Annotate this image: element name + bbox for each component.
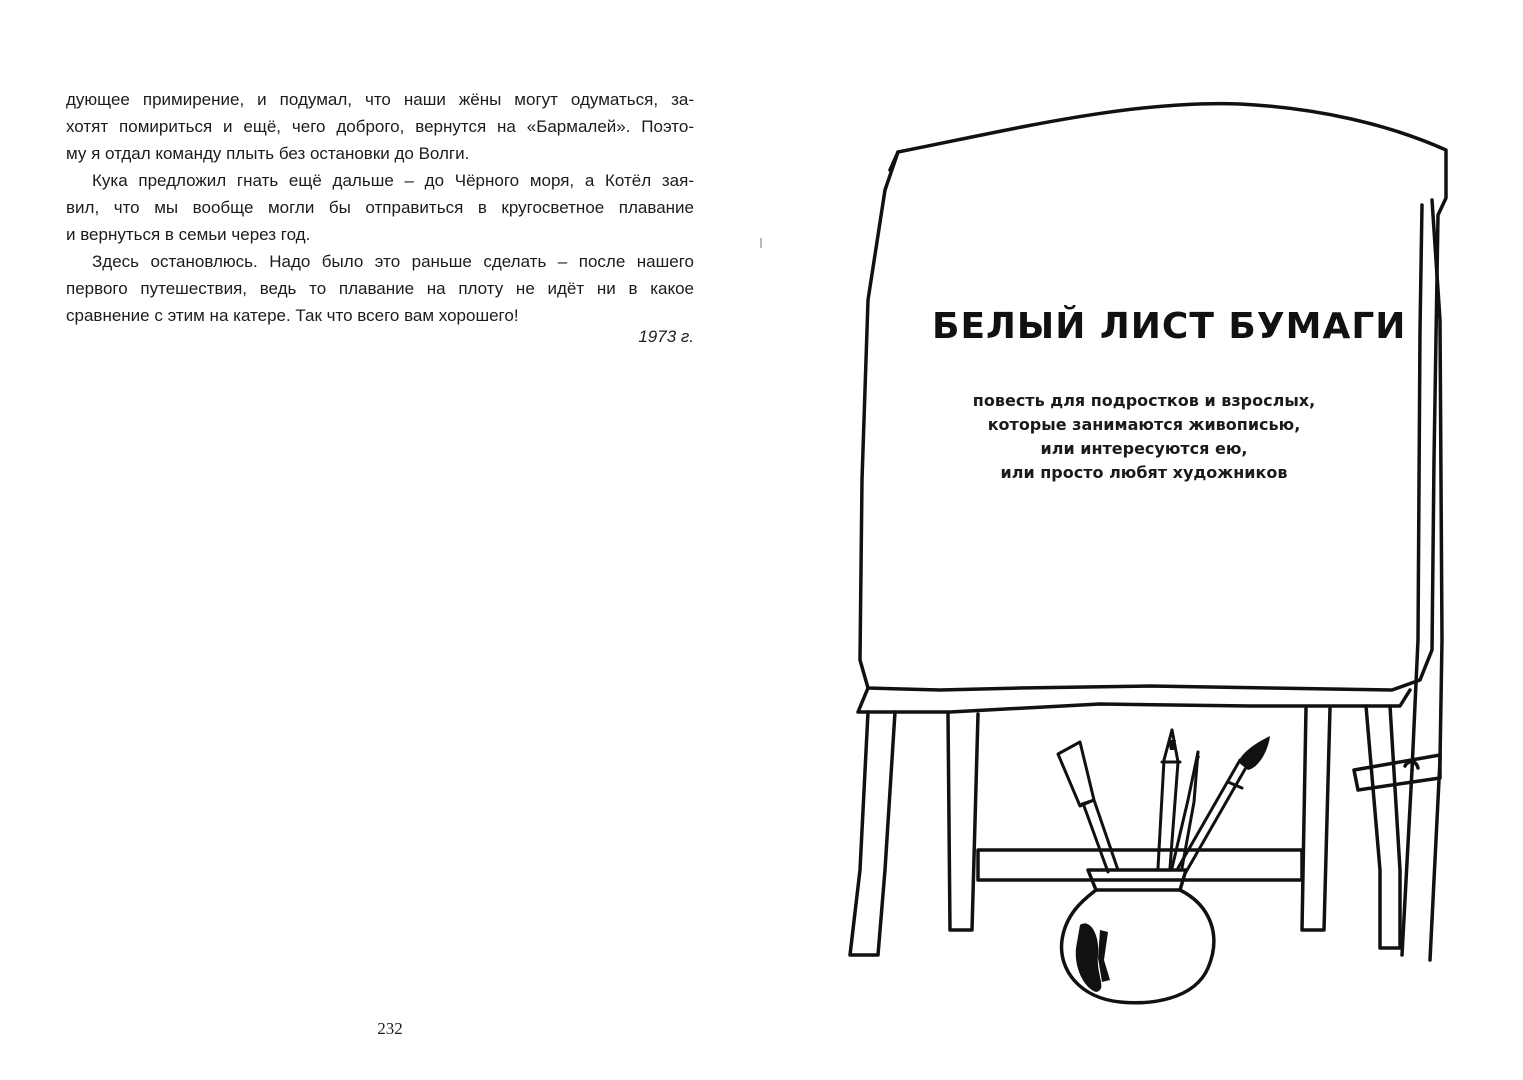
text-line: вил, что мы вообще могли бы отправиться в кругосветное плавание bbox=[66, 198, 694, 217]
subtitle-line: или просто любят художников bbox=[1000, 463, 1288, 482]
text-line: первого путешествия, ведь то плавание на плоту не идёт ни в какое bbox=[66, 279, 694, 298]
text-line: хотят помириться и ещё, чего доброго, вернутся на «Бармалей». Поэто- bbox=[66, 117, 694, 136]
page-number: 232 bbox=[377, 1019, 403, 1038]
book-subtitle bbox=[940, 389, 1348, 485]
subtitle-line: или интересуются ею, bbox=[1040, 439, 1248, 458]
text-line: Здесь остановлюсь. Надо было это раньше сделать – после нашего bbox=[92, 252, 694, 271]
text-line: Кука предложил гнать ещё дальше – до Чёрного моря, а Котёл зая- bbox=[92, 171, 694, 190]
subtitle-line: повесть для подростков и взрослых, bbox=[972, 391, 1316, 410]
dateline: 1973 г. bbox=[638, 327, 694, 346]
subtitle-line: которые занимаются живописью, bbox=[987, 415, 1301, 434]
text-line: му я отдал команду плыть без остановки до Волги. bbox=[66, 144, 470, 163]
book-title: БЕЛЫЙ ЛИСТ БУМАГИ bbox=[932, 306, 1407, 347]
text-line: сравнение с этим на катере. Так что всего вам хорошего! bbox=[66, 306, 519, 325]
text-line: дующее примирение, и подумал, что наши жёны могут одуматься, за- bbox=[66, 90, 694, 109]
right-page bbox=[762, 0, 1523, 1080]
text-line: и вернуться в семьи через год. bbox=[66, 225, 311, 244]
